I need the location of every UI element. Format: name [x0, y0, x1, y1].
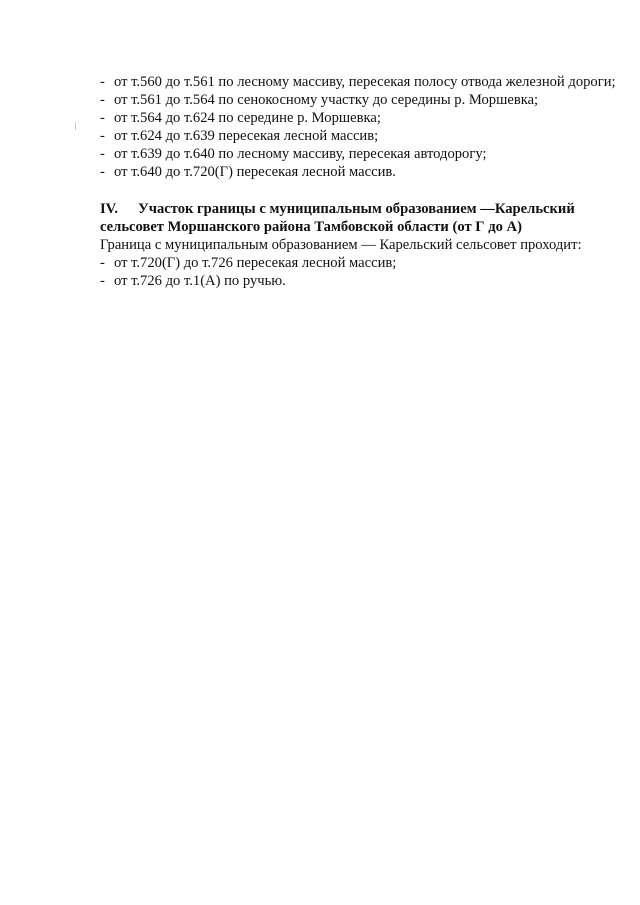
boundary-list-2 [100, 254, 620, 290]
list-item: - от т.639 до т.640 по лесному массиву, пересекая автодорогу; [100, 146, 487, 162]
section-intro: Граница с муниципальным образованием — Карельский сельсовет проходит: [100, 237, 582, 253]
list-item: - от т.564 до т.624 по середине р. Моршевка; [100, 110, 381, 126]
section-title-text: Участок границы с муниципальным образованием —Карельский сельсовет Моршанского района Тамбовской области (от Г до А) [100, 201, 575, 235]
list-item: - от т.640 до т.720(Г) пересекая лесной массив. [100, 164, 396, 180]
list-item: - от т.624 до т.639 пересекая лесной массив; [100, 128, 379, 144]
section-heading [100, 200, 620, 236]
list-item: - от т.726 до т.1(А) по ручью. [100, 273, 286, 289]
document-body [100, 73, 620, 290]
list-item: - от т.560 до т.561 по лесному массиву, пересекая полосу отвода железной дороги; [100, 74, 616, 90]
list-item: - от т.720(Г) до т.726 пересекая лесной массив; [100, 255, 397, 271]
list-item: - от т.561 до т.564 по сенокосному участку до середины р. Моршевка; [100, 92, 539, 108]
section-number: IV. [100, 201, 118, 217]
boundary-list-1 [100, 73, 620, 181]
margin-mark [75, 122, 76, 130]
